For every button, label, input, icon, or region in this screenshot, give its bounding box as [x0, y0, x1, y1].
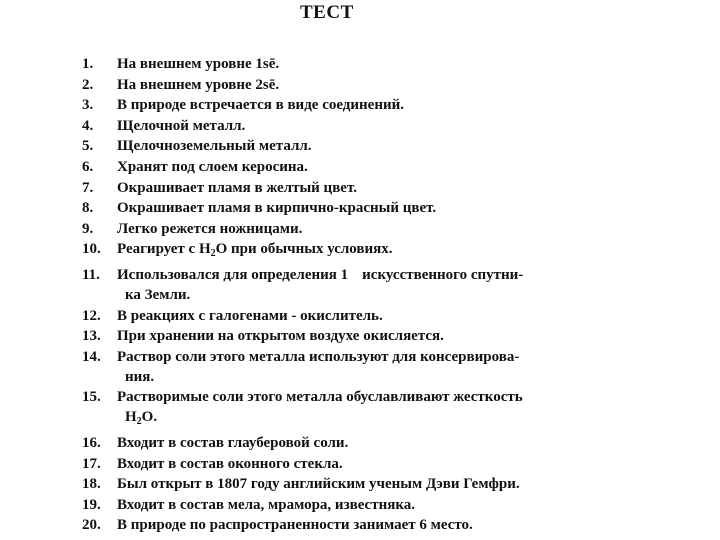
question-item: [82, 116, 602, 136]
question-number: 2.: [82, 76, 94, 93]
question-number: 14.: [82, 348, 101, 365]
question-number: 3.: [82, 97, 94, 114]
text-part: Раствор соли этого металла используют для консервирова-: [117, 348, 520, 365]
question-text: В реакциях с галогенами - окислитель.: [117, 307, 383, 324]
question-number: 13.: [82, 328, 101, 345]
question-number: 6.: [82, 158, 94, 175]
question-item: [82, 433, 602, 453]
question-text: На внешнем уровне 1sē.: [117, 56, 280, 72]
question-text: Окрашивает пламя в желтый цвет.: [117, 179, 357, 196]
question-number: 1.: [82, 56, 94, 72]
formula-part: O.: [141, 409, 158, 426]
formula-part: O при обычных условиях.: [215, 241, 393, 258]
question-item: [82, 306, 602, 326]
question-text: На внешнем уровне 2sē.: [117, 76, 280, 93]
question-text: Хранят под слоем керосина.: [117, 158, 308, 175]
question-text: Входит в состав мела, мрамора, известняка.: [117, 496, 415, 513]
question-item: [82, 326, 602, 346]
question-number: 9.: [82, 220, 94, 237]
question-number: 19.: [82, 496, 101, 513]
question-text: Окрашивает пламя в кирпично-красный цвет.: [117, 200, 437, 217]
question-number: 8.: [82, 200, 94, 217]
question-number: 15.: [82, 389, 101, 406]
subscript: 2: [136, 416, 142, 428]
question-item: [82, 474, 602, 494]
question-item: [82, 95, 602, 115]
question-text: Легко режется ножницами.: [117, 220, 303, 237]
question-number: 20.: [82, 517, 101, 534]
question-text: [117, 265, 602, 305]
question-item: [82, 515, 602, 535]
question-item: [82, 347, 602, 387]
question-number: 4.: [82, 117, 94, 134]
text-part: искусственного спутни-: [362, 266, 524, 283]
question-number: 10.: [82, 241, 101, 258]
formula-part: H: [125, 409, 137, 426]
question-continuation: [117, 407, 602, 432]
subscript: 2: [210, 248, 216, 260]
question-continuation: ния.: [125, 368, 155, 385]
question-item: [82, 239, 602, 264]
text-part: Использовался для определения 1: [117, 266, 349, 283]
text-part: Растворимые соли этого металла обуславливают жесткость: [117, 389, 523, 406]
question-item: [82, 495, 602, 515]
question-item: [82, 265, 602, 305]
question-item: [82, 136, 602, 156]
question-list: [82, 54, 602, 536]
question-item: [82, 219, 602, 239]
question-number: 7.: [82, 179, 94, 196]
question-text: Щелочной металл.: [117, 117, 246, 134]
question-text: [117, 347, 602, 387]
question-text: [117, 387, 602, 432]
question-item: [82, 387, 602, 432]
question-item: [82, 157, 602, 177]
question-text: Входит в состав глауберовой соли.: [117, 434, 349, 451]
question-item: [82, 75, 602, 95]
question-number: 12.: [82, 307, 101, 324]
question-text: В природе встречается в виде соединений.: [117, 97, 405, 114]
question-number: 11.: [82, 266, 100, 283]
question-text: [117, 239, 602, 264]
question-continuation: ка Земли.: [125, 286, 191, 303]
question-item: [82, 454, 602, 474]
question-number: 18.: [82, 476, 101, 493]
page-title: ТЕСТ: [300, 2, 354, 23]
question-text: Был открыт в 1807 году английским ученым Дэви Гемфри.: [117, 476, 520, 493]
question-text: Входит в состав оконного стекла.: [117, 455, 343, 472]
question-number: 17.: [82, 455, 101, 472]
question-text: При хранении на открытом воздухе окисляется.: [117, 328, 444, 345]
question-text: Щелочноземельный металл.: [117, 138, 312, 155]
question-item: [82, 198, 602, 218]
question-item: [82, 54, 602, 74]
formula-part: Реагирует с H: [117, 241, 211, 258]
question-text: В природе по распространенности занимает 6 место.: [117, 517, 473, 534]
question-number: 16.: [82, 434, 101, 451]
question-number: 5.: [82, 138, 94, 155]
question-item: [82, 178, 602, 198]
